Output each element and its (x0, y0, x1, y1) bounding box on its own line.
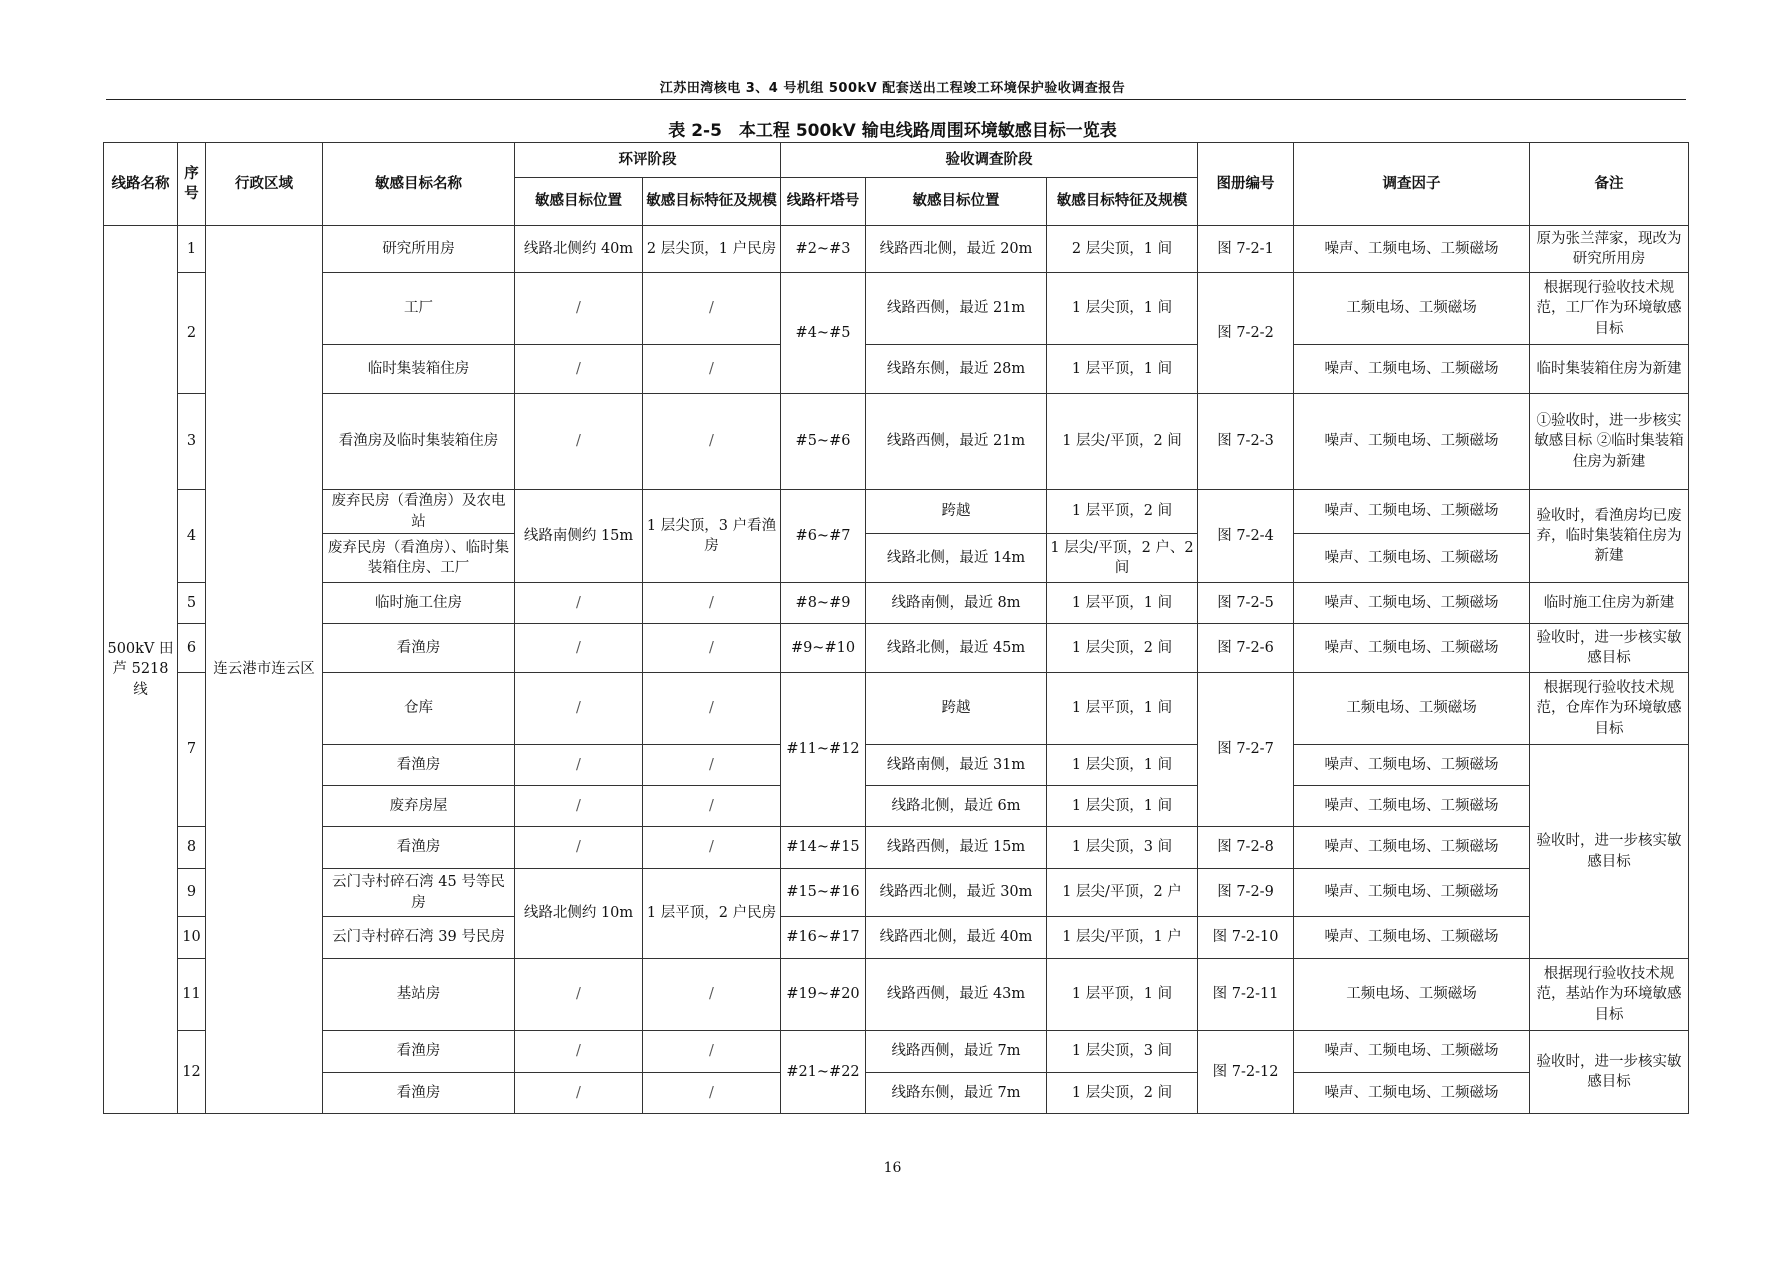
seq-cell: 2 (178, 273, 206, 394)
target-name-cell: 看渔房 (323, 1031, 515, 1073)
table-row (104, 786, 1689, 827)
eia-feature-cell: / (643, 624, 781, 673)
acc-feature-cell: 1 层平顶，1 间 (1047, 673, 1198, 745)
acc-feature-cell: 1 层尖/平顶，1 户 (1047, 917, 1198, 959)
target-name-cell: 工厂 (323, 273, 515, 345)
col-factor: 调查因子 (1294, 143, 1530, 226)
seq-cell: 11 (178, 959, 206, 1031)
remark-cell: 根据现行验收技术规范，工厂作为环境敏感目标 (1530, 273, 1689, 345)
col-figure-no: 图册编号 (1198, 143, 1294, 226)
eia-position-cell: 线路北侧约 10m (515, 869, 643, 959)
tower-cell: #4~#5 (781, 273, 866, 394)
target-name-cell: 看渔房 (323, 1073, 515, 1114)
figure-no-cell: 图 7-2-7 (1198, 673, 1294, 827)
seq-cell: 7 (178, 673, 206, 827)
tower-cell: #2~#3 (781, 226, 866, 273)
factor-cell: 噪声、工频电场、工频磁场 (1294, 226, 1530, 273)
col-tower: 线路杆塔号 (781, 178, 866, 226)
seq-cell: 6 (178, 624, 206, 673)
acc-position-cell: 线路西侧，最近 21m (866, 273, 1047, 345)
factor-cell: 噪声、工频电场、工频磁场 (1294, 490, 1530, 534)
acc-feature-cell: 1 层尖/平顶，2 户 (1047, 869, 1198, 917)
acc-feature-cell: 2 层尖顶，1 间 (1047, 226, 1198, 273)
admin-region-cell: 连云港市连云区 (206, 226, 323, 1114)
eia-feature-cell: 1 层尖顶，3 户看渔房 (643, 490, 781, 583)
table-row (104, 1073, 1689, 1114)
remark-cell: 根据现行验收技术规范，基站作为环境敏感目标 (1530, 959, 1689, 1031)
remark-cell: 临时集装箱住房为新建 (1530, 345, 1689, 394)
acc-position-cell: 线路南侧，最近 8m (866, 583, 1047, 624)
tower-cell: #16~#17 (781, 917, 866, 959)
eia-feature-cell: / (643, 345, 781, 394)
table-row (104, 917, 1689, 959)
seq-cell: 3 (178, 394, 206, 490)
acc-position-cell: 线路北侧，最近 14m (866, 534, 1047, 583)
figure-no-cell: 图 7-2-3 (1198, 394, 1294, 490)
table-row (104, 827, 1689, 869)
remark-cell: 根据现行验收技术规范，仓库作为环境敏感目标 (1530, 673, 1689, 745)
eia-position-cell: / (515, 583, 643, 624)
remark-cell: 验收时，进一步核实敏感目标 (1530, 624, 1689, 673)
report-header-title: 江苏田湾核电 3、4 号机组 500kV 配套送出工程竣工环境保护验收调查报告 (659, 81, 1126, 96)
factor-cell: 噪声、工频电场、工频磁场 (1294, 786, 1530, 827)
seq-cell: 10 (178, 917, 206, 959)
figure-no-cell: 图 7-2-10 (1198, 917, 1294, 959)
col-admin-region: 行政区域 (206, 143, 323, 226)
tower-cell: #9~#10 (781, 624, 866, 673)
eia-feature-cell: / (643, 583, 781, 624)
tower-cell: #14~#15 (781, 827, 866, 869)
table-row (104, 394, 1689, 490)
acc-position-cell: 线路西侧，最近 7m (866, 1031, 1047, 1073)
col-group-acceptance: 验收调查阶段 (781, 143, 1198, 178)
table-row (104, 345, 1689, 394)
target-name-cell: 临时施工住房 (323, 583, 515, 624)
factor-cell: 噪声、工频电场、工频磁场 (1294, 624, 1530, 673)
table-row (104, 226, 1689, 273)
target-name-cell: 云门寺村碎石湾 45 号等民房 (323, 869, 515, 917)
figure-no-cell: 图 7-2-6 (1198, 624, 1294, 673)
acc-feature-cell: 1 层尖顶，2 间 (1047, 624, 1198, 673)
seq-cell: 9 (178, 869, 206, 917)
eia-position-cell: / (515, 745, 643, 786)
acc-position-cell: 线路西北侧，最近 20m (866, 226, 1047, 273)
seq-cell: 8 (178, 827, 206, 869)
eia-feature-cell: / (643, 273, 781, 345)
table-row (104, 490, 1689, 534)
remark-cell: 验收时，进一步核实敏感目标 (1530, 1031, 1689, 1114)
target-name-cell: 临时集装箱住房 (323, 345, 515, 394)
acc-feature-cell: 1 层尖顶，2 间 (1047, 1073, 1198, 1114)
seq-cell: 4 (178, 490, 206, 583)
eia-position-cell: / (515, 394, 643, 490)
eia-position-cell: / (515, 345, 643, 394)
figure-no-cell: 图 7-2-11 (1198, 959, 1294, 1031)
factor-cell: 噪声、工频电场、工频磁场 (1294, 869, 1530, 917)
acc-feature-cell: 1 层尖顶，1 间 (1047, 273, 1198, 345)
acc-feature-cell: 1 层尖顶，3 间 (1047, 827, 1198, 869)
eia-position-cell: 线路北侧约 40m (515, 226, 643, 273)
eia-position-cell: / (515, 786, 643, 827)
acc-position-cell: 跨越 (866, 490, 1047, 534)
col-acc-position: 敏感目标位置 (866, 178, 1047, 226)
acc-position-cell: 线路北侧，最近 45m (866, 624, 1047, 673)
acc-feature-cell: 1 层平顶，1 间 (1047, 583, 1198, 624)
factor-cell: 噪声、工频电场、工频磁场 (1294, 345, 1530, 394)
figure-no-cell: 图 7-2-1 (1198, 226, 1294, 273)
remark-cell: 原为张兰萍家，现改为研究所用房 (1530, 226, 1689, 273)
eia-position-cell: / (515, 1031, 643, 1073)
factor-cell: 噪声、工频电场、工频磁场 (1294, 827, 1530, 869)
figure-no-cell: 图 7-2-12 (1198, 1031, 1294, 1114)
line-name-cell: 500kV 田芦 5218 线 (104, 226, 178, 1114)
target-name-cell: 废弃民房（看渔房）、临时集装箱住房、工厂 (323, 534, 515, 583)
header-rule (106, 99, 1686, 100)
col-line-name: 线路名称 (104, 143, 178, 226)
factor-cell: 噪声、工频电场、工频磁场 (1294, 1031, 1530, 1073)
table-row (104, 1031, 1689, 1073)
acc-feature-cell: 1 层平顶，2 间 (1047, 490, 1198, 534)
col-group-eia: 环评阶段 (515, 143, 781, 178)
acc-feature-cell: 1 层尖顶，1 间 (1047, 786, 1198, 827)
target-name-cell: 仓库 (323, 673, 515, 745)
factor-cell: 噪声、工频电场、工频磁场 (1294, 917, 1530, 959)
table-row (104, 745, 1689, 786)
eia-feature-cell: 2 层尖顶，1 户民房 (643, 226, 781, 273)
tower-cell: #6~#7 (781, 490, 866, 583)
remark-cell: 验收时，看渔房均已废弃，临时集装箱住房为新建 (1530, 490, 1689, 583)
figure-no-cell: 图 7-2-5 (1198, 583, 1294, 624)
col-eia-position: 敏感目标位置 (515, 178, 643, 226)
target-name-cell: 研究所用房 (323, 226, 515, 273)
table-row (104, 583, 1689, 624)
target-name-cell: 看渔房及临时集装箱住房 (323, 394, 515, 490)
eia-position-cell: 线路南侧约 15m (515, 490, 643, 583)
factor-cell: 工频电场、工频磁场 (1294, 673, 1530, 745)
col-remark: 备注 (1530, 143, 1689, 226)
target-name-cell: 基站房 (323, 959, 515, 1031)
tower-cell: #21~#22 (781, 1031, 866, 1114)
col-seq: 序号 (178, 143, 206, 226)
target-name-cell: 看渔房 (323, 624, 515, 673)
page-number: 16 (883, 1160, 902, 1176)
col-target-name: 敏感目标名称 (323, 143, 515, 226)
table-row (104, 624, 1689, 673)
factor-cell: 噪声、工频电场、工频磁场 (1294, 534, 1530, 583)
table-row (104, 673, 1689, 745)
target-name-cell: 云门寺村碎石湾 39 号民房 (323, 917, 515, 959)
table-row (104, 869, 1689, 917)
sensitive-targets-table (103, 142, 1689, 1114)
table-row (104, 959, 1689, 1031)
eia-feature-cell: / (643, 1031, 781, 1073)
eia-feature-cell: / (643, 745, 781, 786)
tower-cell: #8~#9 (781, 583, 866, 624)
eia-feature-cell: / (643, 786, 781, 827)
acc-position-cell: 线路西侧，最近 21m (866, 394, 1047, 490)
acc-position-cell: 跨越 (866, 673, 1047, 745)
tower-cell: #15~#16 (781, 869, 866, 917)
eia-position-cell: / (515, 827, 643, 869)
acc-feature-cell: 1 层尖顶，3 间 (1047, 1031, 1198, 1073)
col-eia-feature: 敏感目标特征及规模 (643, 178, 781, 226)
factor-cell: 工频电场、工频磁场 (1294, 959, 1530, 1031)
eia-feature-cell: / (643, 1073, 781, 1114)
acc-position-cell: 线路南侧，最近 31m (866, 745, 1047, 786)
figure-no-cell: 图 7-2-4 (1198, 490, 1294, 583)
factor-cell: 工频电场、工频磁场 (1294, 273, 1530, 345)
acc-feature-cell: 1 层尖/平顶，2 户、2 间 (1047, 534, 1198, 583)
target-name-cell: 看渔房 (323, 827, 515, 869)
tower-cell: #11~#12 (781, 673, 866, 827)
figure-no-cell: 图 7-2-9 (1198, 869, 1294, 917)
target-name-cell: 废弃民房（看渔房）及农电站 (323, 490, 515, 534)
eia-position-cell: / (515, 673, 643, 745)
acc-feature-cell: 1 层平顶，1 间 (1047, 959, 1198, 1031)
acc-position-cell: 线路东侧，最近 7m (866, 1073, 1047, 1114)
eia-position-cell: / (515, 624, 643, 673)
eia-feature-cell: 1 层平顶，2 户民房 (643, 869, 781, 959)
acc-position-cell: 线路西侧，最近 43m (866, 959, 1047, 1031)
acc-position-cell: 线路北侧，最近 6m (866, 786, 1047, 827)
eia-position-cell: / (515, 1073, 643, 1114)
eia-position-cell: / (515, 273, 643, 345)
acc-position-cell: 线路西北侧，最近 30m (866, 869, 1047, 917)
eia-position-cell: / (515, 959, 643, 1031)
eia-feature-cell: / (643, 827, 781, 869)
factor-cell: 噪声、工频电场、工频磁场 (1294, 394, 1530, 490)
eia-feature-cell: / (643, 673, 781, 745)
table-row (104, 273, 1689, 345)
figure-no-cell: 图 7-2-2 (1198, 273, 1294, 394)
factor-cell: 噪声、工频电场、工频磁场 (1294, 1073, 1530, 1114)
acc-feature-cell: 1 层平顶，1 间 (1047, 345, 1198, 394)
acc-position-cell: 线路西北侧，最近 40m (866, 917, 1047, 959)
remark-cell: ①验收时，进一步核实敏感目标 ②临时集装箱住房为新建 (1530, 394, 1689, 490)
acc-position-cell: 线路西侧，最近 15m (866, 827, 1047, 869)
target-name-cell: 看渔房 (323, 745, 515, 786)
remark-cell: 临时施工住房为新建 (1530, 583, 1689, 624)
figure-no-cell: 图 7-2-8 (1198, 827, 1294, 869)
seq-cell: 12 (178, 1031, 206, 1114)
factor-cell: 噪声、工频电场、工频磁场 (1294, 583, 1530, 624)
table-row (104, 534, 1689, 583)
factor-cell: 噪声、工频电场、工频磁场 (1294, 745, 1530, 786)
acc-position-cell: 线路东侧，最近 28m (866, 345, 1047, 394)
target-name-cell: 废弃房屋 (323, 786, 515, 827)
tower-cell: #5~#6 (781, 394, 866, 490)
eia-feature-cell: / (643, 959, 781, 1031)
acc-feature-cell: 1 层尖/平顶，2 间 (1047, 394, 1198, 490)
eia-feature-cell: / (643, 394, 781, 490)
seq-cell: 1 (178, 226, 206, 273)
table-caption: 表 2-5 本工程 500kV 输电线路周围环境敏感目标一览表 (668, 121, 1117, 141)
acc-feature-cell: 1 层尖顶，1 间 (1047, 745, 1198, 786)
tower-cell: #19~#20 (781, 959, 866, 1031)
remark-cell: 验收时，进一步核实敏感目标 (1530, 745, 1689, 959)
seq-cell: 5 (178, 583, 206, 624)
col-acc-feature: 敏感目标特征及规模 (1047, 178, 1198, 226)
